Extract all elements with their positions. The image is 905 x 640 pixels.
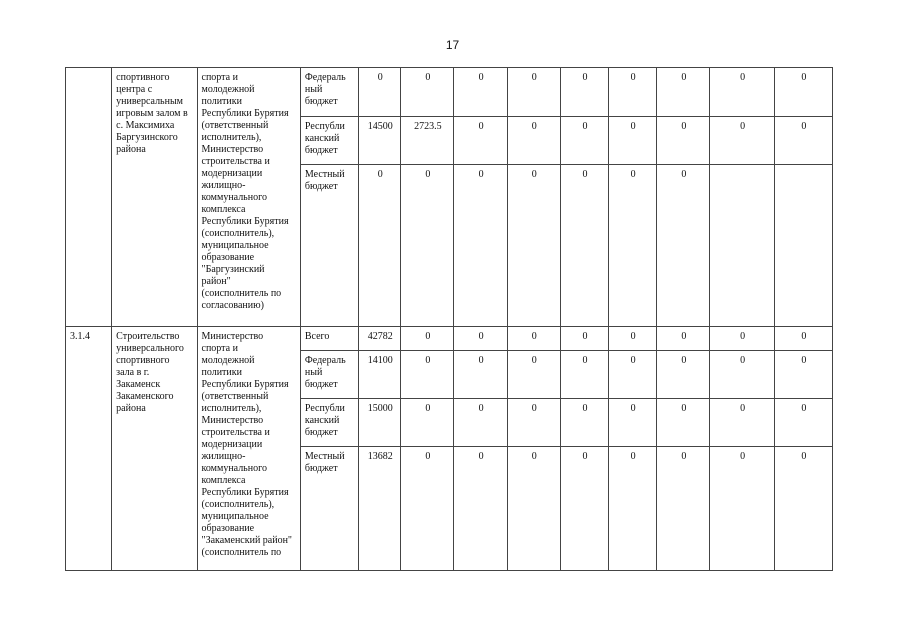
value-cell: 0 (507, 68, 560, 117)
value-cell: 0 (774, 117, 832, 165)
value-cell: 0 (657, 399, 710, 447)
value-cell: 0 (560, 399, 608, 447)
value-cell: 0 (710, 351, 774, 399)
value-cell: 0 (454, 351, 507, 399)
value-cell: 0 (401, 399, 454, 447)
table-row (66, 68, 833, 117)
value-cell: 13682 (359, 447, 401, 571)
value-cell: 0 (507, 165, 560, 327)
value-cell: 0 (560, 351, 608, 399)
value-cell: 0 (657, 165, 710, 327)
value-cell: 0 (657, 447, 710, 571)
value-cell: 0 (609, 447, 657, 571)
value-cell: 0 (774, 351, 832, 399)
value-cell: 0 (560, 117, 608, 165)
value-cell: 0 (401, 351, 454, 399)
value-cell: 0 (454, 399, 507, 447)
value-cell: 0 (454, 68, 507, 117)
value-cell: 0 (609, 117, 657, 165)
value-cell: 0 (560, 165, 608, 327)
value-cell: 0 (359, 68, 401, 117)
funding-source-cell: Местный бюджет (300, 165, 358, 327)
value-cell: 0 (609, 165, 657, 327)
value-cell: 0 (507, 117, 560, 165)
value-cell: 0 (774, 399, 832, 447)
value-cell: 0 (359, 165, 401, 327)
value-cell: 0 (454, 447, 507, 571)
value-cell: 0 (401, 447, 454, 571)
budget-table (65, 67, 833, 571)
value-cell: 14500 (359, 117, 401, 165)
executors-cell: Министерство спорта и молодежной политики Республики Бурятия (ответственный исполнитель), Министерство строительства и модернизации жилищно- коммунального комплекса Республики Бурятия (соисполнитель), муниципальное образование "Закаменский район" (соисполнитель по (197, 327, 300, 571)
value-cell: 42782 (359, 327, 401, 351)
value-cell: 0 (609, 327, 657, 351)
value-cell: 0 (710, 447, 774, 571)
value-cell: 0 (507, 399, 560, 447)
value-cell: 0 (774, 68, 832, 117)
value-cell: 0 (657, 68, 710, 117)
value-cell: 0 (401, 68, 454, 117)
value-cell: 0 (710, 117, 774, 165)
value-cell: 2723.5 (401, 117, 454, 165)
funding-source-cell: Республи канский бюджет (300, 399, 358, 447)
value-cell: 0 (609, 68, 657, 117)
funding-source-cell: Федераль ный бюджет (300, 351, 358, 399)
value-cell: 0 (657, 351, 710, 399)
item-name-cell: спортивного центра с универсальным игровым залом в с. Максимиха Баргузинского района (112, 68, 197, 327)
value-cell: 0 (609, 399, 657, 447)
value-cell: 0 (560, 68, 608, 117)
executors-cell: спорта и молодежной политики Республики Бурятия (ответственный исполнитель), Министерство строительства и модернизации жилищно- коммунального комплекса Республики Бурятия (соисполнитель), муниципальное образование "Баргузинский район" (соисполнитель по согласованию) (197, 68, 300, 327)
value-cell (710, 165, 774, 327)
value-cell: 0 (507, 447, 560, 571)
value-cell (774, 165, 832, 327)
table-row (66, 327, 833, 351)
value-cell: 0 (454, 117, 507, 165)
value-cell: 0 (401, 327, 454, 351)
value-cell: 0 (507, 351, 560, 399)
value-cell: 0 (507, 327, 560, 351)
value-cell: 0 (774, 327, 832, 351)
funding-source-cell: Местный бюджет (300, 447, 358, 571)
value-cell: 0 (454, 165, 507, 327)
value-cell: 0 (609, 351, 657, 399)
value-cell: 0 (710, 399, 774, 447)
value-cell: 0 (710, 327, 774, 351)
value-cell: 0 (560, 327, 608, 351)
value-cell: 0 (454, 327, 507, 351)
value-cell: 0 (560, 447, 608, 571)
value-cell: 15000 (359, 399, 401, 447)
funding-source-cell: Федераль ный бюджет (300, 68, 358, 117)
value-cell: 0 (774, 447, 832, 571)
item-name-cell: Строительство универсального спортивного зала в г. Закаменск Закаменского района (112, 327, 197, 571)
funding-source-cell: Всего (300, 327, 358, 351)
value-cell: 0 (657, 117, 710, 165)
value-cell: 0 (401, 165, 454, 327)
funding-source-cell: Республи канский бюджет (300, 117, 358, 165)
value-cell: 14100 (359, 351, 401, 399)
item-code-cell (66, 68, 112, 327)
value-cell: 0 (710, 68, 774, 117)
item-code-cell: 3.1.4 (66, 327, 112, 571)
page-number: 17 (445, 38, 460, 52)
value-cell: 0 (657, 327, 710, 351)
